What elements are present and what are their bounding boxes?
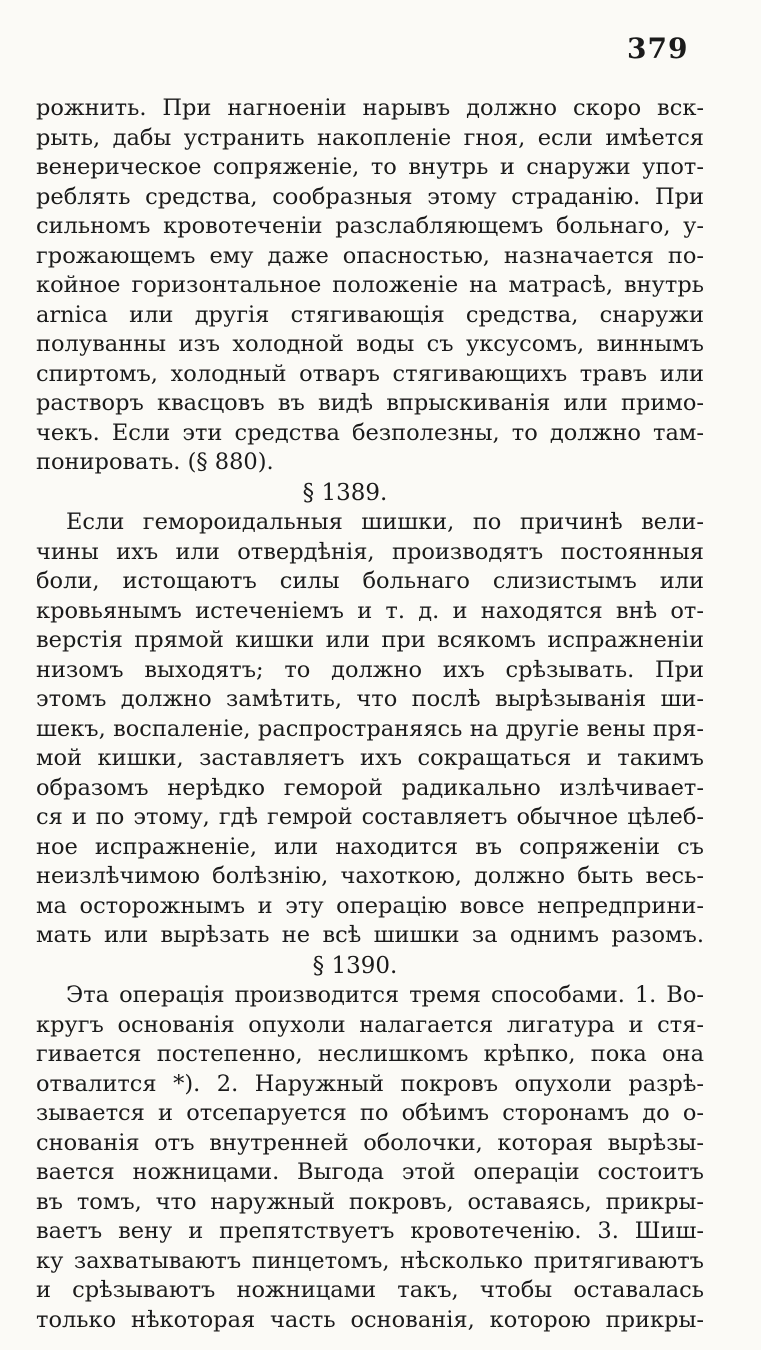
text-line: и срѣзываютъ ножницами такъ, чтобы оставалась [36, 1277, 704, 1303]
text-line: шекъ, воспаленіе, распространяясь на другіе вены пря- [36, 715, 704, 742]
page-number: 379 [627, 32, 689, 65]
text-line: боли, истощаютъ силы больнаго слизистымъ или [36, 568, 704, 594]
text-line: ваетъ вену и препятствуетъ кровотеченію. 3. Шиш- [36, 1218, 704, 1244]
text-line: реблять средства, сообразныя этому страданію. При [36, 183, 704, 210]
text-line: чекъ. Если эти средства безполезны, то должно там- [36, 419, 704, 446]
text-line: вается ножницами. Выгода этой операціи состоитъ [36, 1159, 704, 1185]
text-line: койное горизонтальное положеніе на матрасѣ, внутрь [36, 272, 704, 298]
text-line: ное испражненіе, или находится въ сопряженіи съ [36, 833, 704, 860]
text-line: кровьянымъ истеченіемъ и т. д. и находятся внѣ от- [36, 597, 704, 624]
text-line: рыть, дабы устранить накопленіе гноя, если имѣется [36, 124, 704, 151]
text-line: arnica или другія стягивающія средства, снаружи [36, 301, 704, 328]
text-line: чины ихъ или отвердѣнія, производятъ постоянныя [36, 538, 704, 565]
text-line: растворъ квасцовъ въ видѣ впрыскиванія или примо- [36, 390, 704, 416]
section-heading: § 1389. [302, 479, 388, 506]
text-line: отвалится *). 2. Наружный покровъ опухоли разрѣ- [36, 1070, 704, 1097]
text-line: ку захватываютъ пинцетомъ, нѣсколько притягиваютъ [36, 1247, 704, 1274]
text-line: кругъ основанія опухоли налагается лигатура и стя- [36, 1011, 704, 1038]
text-line: низомъ выходятъ; то должно ихъ срѣзывать. При [36, 656, 704, 683]
section-heading: § 1390. [312, 952, 398, 979]
text-line: въ томъ, что наружный покровъ, оставаясь, прикры- [36, 1188, 704, 1215]
text-line: венерическое сопряженіе, то внутрь и снаружи упот- [36, 154, 704, 180]
text-line: только нѣкоторая часть основанія, которою прикры- [36, 1306, 704, 1333]
text-line: гивается постепенно, неслишкомъ крѣпко, пока она [36, 1041, 704, 1067]
text-line: неизлѣчимою болѣзнію, чахоткою, должно быть весь- [36, 863, 704, 889]
text-line: этомъ должно замѣтить, что послѣ вырѣзыванія ши- [36, 686, 704, 712]
text-line: спиртомъ, холодный отваръ стягивающихъ травъ или [36, 360, 704, 387]
text-line: Эта операція производится тремя способами. 1. Во- [66, 982, 704, 1008]
text-line: грожающемъ ему даже опасностью, назначается по- [36, 242, 704, 269]
text-line: мать или вырѣзать не всѣ шишки за однимъ разомъ. [36, 922, 704, 948]
text-line: образомъ нерѣдко геморой радикально излѣчивает- [36, 774, 704, 801]
text-line: сильномъ кровотеченіи разслабляющемъ больнаго, у- [36, 213, 704, 239]
text-line: понировать. (§ 880). [36, 449, 274, 475]
text-line: снованія отъ внутренней оболочки, которая вырѣзы- [36, 1129, 704, 1156]
text-line: ма осторожнымъ и эту операцію вовсе непредприни- [36, 892, 704, 919]
text-line: зывается и отсепаруется по обѣимъ сторонамъ до о- [36, 1100, 704, 1126]
text-line: мой кишки, заставляетъ ихъ сокращаться и такимъ [36, 745, 704, 771]
text-line: ся и по этому, гдѣ гемрой составляетъ обычное цѣлеб- [36, 804, 704, 830]
text-line: рожнить. При нагноеніи нарывъ должно скоро вск- [36, 95, 704, 121]
text-line: полуванны изъ холодной воды съ уксусомъ, виннымъ [36, 331, 704, 357]
text-line: Если гемороидальныя шишки, по причинѣ вели- [66, 509, 704, 535]
text-line: верстія прямой кишки или при всякомъ испражненіи [36, 627, 704, 653]
page-text [36, 94, 704, 1335]
